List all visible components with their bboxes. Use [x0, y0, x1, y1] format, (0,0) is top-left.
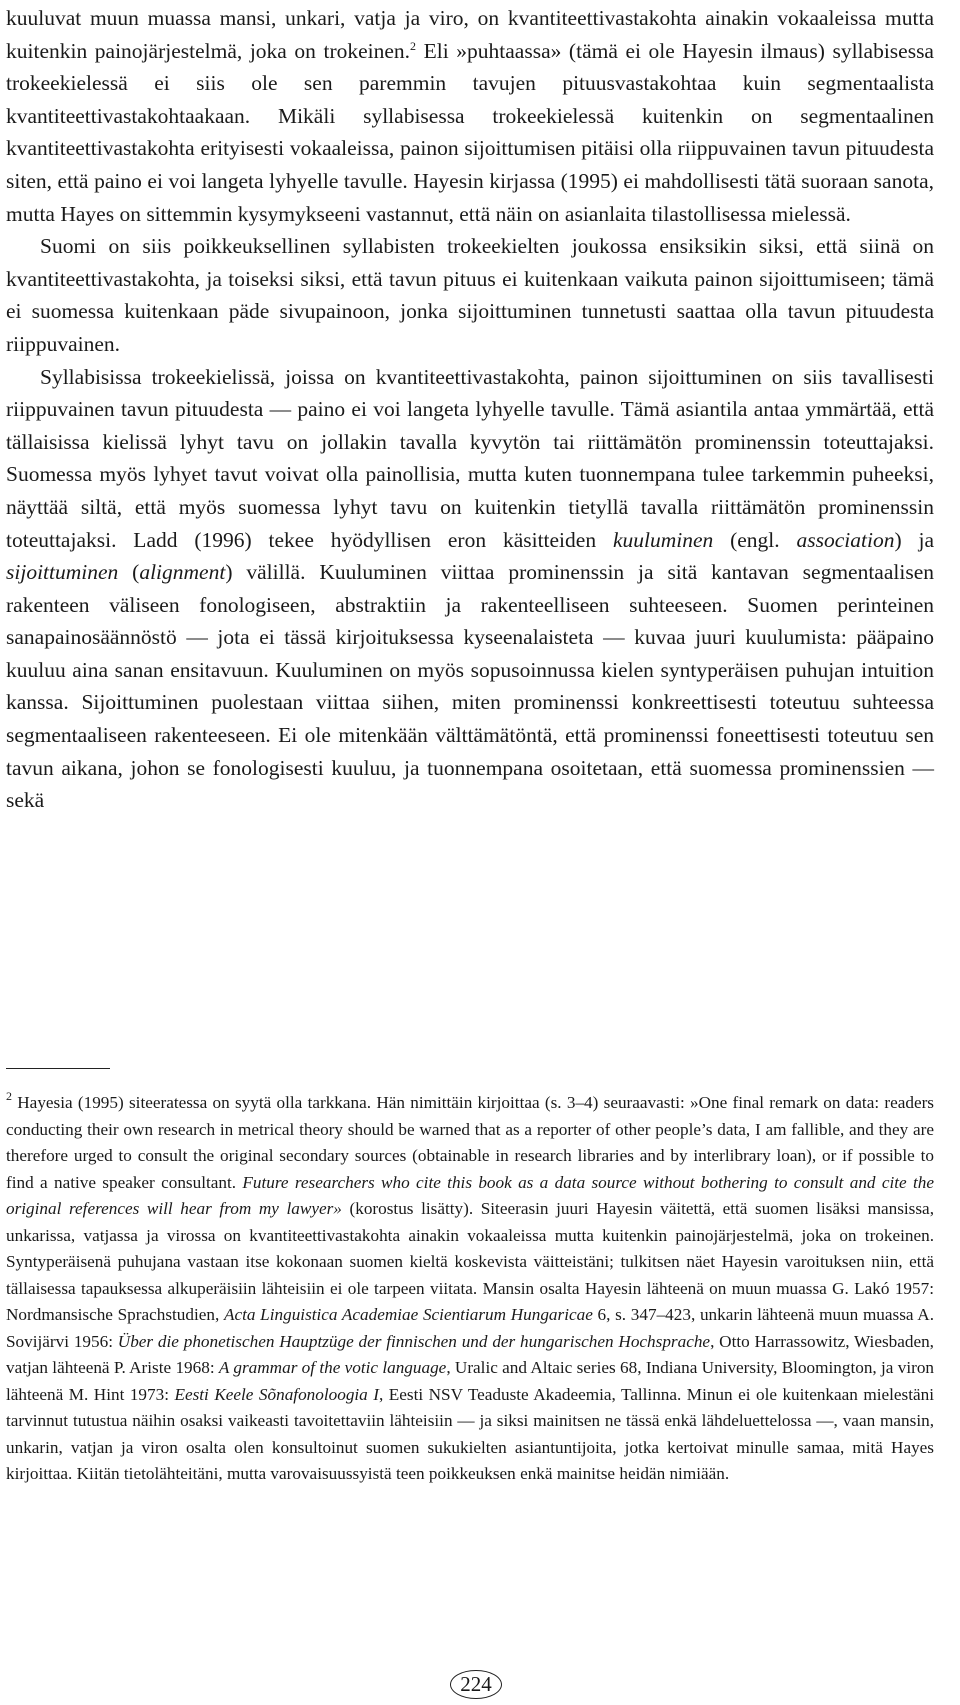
term-kuuluminen: kuuluminen: [612, 527, 714, 552]
paragraph-1-text-b: Eli »puhtaassa» (tämä ei ole Hayesin ilmaus) syllabisessa trokeekielessä ei siis ole sen paremmin tavujen pituusvastakohtaa kuin segmentaalista kvantiteettivastakohtaakaan. Mikäli syllabisessa trokeekielessä kuitenkin on segmentaalinen kvantiteettivastakohta erityisesti vokaaleissa, painon sijoittumisen pitäisi olla riippuvainen tavun pituudesta siten, että paino ei voi langeta lyhyelle tavulle. Hayesin kirjassa (1995) ei mahdollisesti tätä suoraan sanota, mutta Hayes on sittemmin kysymykseeni vastannut, että näin on asianlaita tilastollisessa mielessä.: [6, 38, 934, 226]
footnote-reference-2[interactable]: 2: [410, 38, 417, 53]
footnote-text-1: Hayesia (1995) siteeratessa on syytä olla tarkkana. Hän nimittäin kirjoittaa (s. 3–4) seuraavasti: »One final remark on data: readers conducting their own research in metrical theory should be warned that as a reporter of other people’s data, I am fallible, and they are therefore urged to consult the original secondary sources (obtainable in research libraries and by interlibrary loan), or if possible to find a native speaker consultant.: [6, 1093, 934, 1192]
footnote-2: [6, 1090, 934, 1488]
term-alignment: alignment: [139, 560, 226, 585]
paragraph-3-text-a: Syllabisissa trokeekielissä, joissa on kvantiteettivastakohta, painon sijoittuminen on siis tavallisesti riippuvainen tavun pituudesta — paino ei voi langeta lyhyelle tavulle. Tämä asiantila antaa ymmärtää, että tällaisissa kielissä lyhyt tavu on jollakin tavalla kyvytön tai riittämätön prominenssin toteuttajaksi. Suomessa myös lyhyet tavut voivat olla painollisia, mutta kuten tuonnempana tulee tarkemmin puheeksi, näyttää siltä, että myös suomessa lyhyt tavu on kuitenkin tietyllä tavalla riittämätön prominenssin toteuttajaksi. Ladd (1996) tekee hyödyllisen eron käsitteiden: [6, 364, 934, 552]
footnote-2-paragraph: [6, 1090, 934, 1488]
paragraph-3-text-c: ) ja: [894, 527, 934, 552]
term-sijoittuminen: sijoittuminen: [6, 560, 119, 585]
footnote-text-2: (korostus lisätty). Siteerasin juuri Hayesin väitettä, että suomen lisäksi mansissa, unkarissa, vatjassa ja virossa on kvantiteettivastakohta ainakin vokaaleissa mutta kuitenkin painojärjestelmä, joka on trokeinen. Syntyperäisenä puhujana vastaan itse kokonaan suomen kieltä koskevista väitteistäni; tulkitsen näet Hayesin varoituksen niin, että tällaisessa tapauksessa alkuperäisiin lähteisiin ei ole tarpeen viitata. Mansin osalta Hayesin lähteenä on muun muassa G. Lakó 1957: Nordmansische Sprachstudien,: [6, 1199, 934, 1324]
footnote-journal-title: Acta Linguistica Academiae Scientiarum Hungaricae: [223, 1305, 593, 1324]
page-number-container: [440, 1669, 512, 1699]
paragraph-3-text-b: (engl.: [713, 527, 797, 552]
footnote-separator: [6, 1068, 110, 1069]
paragraph-1-text-a: kuuluvat muun muassa mansi, unkari, vatja ja viro, on kvantiteettivastakohta ainakin vokaaleissa mutta kuitenkin painojärjestelmä, joka on trokeinen.: [6, 6, 934, 63]
paragraph-1: [6, 2, 934, 230]
footnote-number: 2: [6, 1089, 12, 1103]
paragraph-3-text-e: ) välillä. Kuuluminen viittaa prominenssin ja sitä kantavan segmentaalisen rakenteen väliseen fonologiseen, abstraktiin ja rakenteelliseen suhteeseen. Suomen perinteinen sanapainosäännöstö — jota ei tässä kirjoituksessa kyseenalaisteta — kuvaa juuri kuulumista: pääpaino kuuluu aina sanan ensitavuun. Kuuluminen on myös sopusoinnussa kielen syntyperäisen puhujan intuition kanssa. Sijoittuminen puolestaan viittaa siihen, miten prominenssi konkreettisesti toteutuu suhteessa segmentaaliseen rakenteeseen. Ei ole mitenkään välttämätöntä, että prominenssi foneettisesti toteutuu sen tavun aikana, johon se fonologisesti kuuluu, ja tuonnempana osoitetaan, että suomessa prominenssien — sekä: [6, 560, 934, 813]
footnote-book-title-sovijarvi: Über die phonetischen Hauptzüge der finnischen und der hungarischen Hochsprache: [117, 1331, 711, 1351]
paragraph-3: [6, 361, 934, 817]
page-number: 224: [450, 1670, 502, 1699]
footnote-text-6: , Eesti NSV Teaduste Akadeemia, Tallinna. Minun ei ole kuitenkaan mielestäni tarvinnut tutustua näihin osaksi vaikeasti tavoitettaviin lähteisiin — ja siksi mainitsen ne tässä enkä lähdeluettelossa —, vaan mansin, unkarin, vatjan ja viron osalta olen konsultoinut suomen sukukielten asiantuntijoita, jotka kertoivat minulle samaa, mitä Hayes kirjoittaa. Kiitän tietolähteitäni, mutta varovaisuussyistä teen poikkeuksen enkä mainitse heidän nimiään.: [6, 1384, 934, 1483]
footnote-book-title-hint: Eesti Keele Sõnafonoloogia I: [174, 1384, 379, 1404]
footnote-text-3: 6, s. 347–423, unkarin lähteenä muun muassa A. Sovijärvi 1956:: [6, 1305, 934, 1351]
paragraph-2: Suomi on siis poikkeuksellinen syllabisten trokeekielten joukossa ensiksikin siksi, että siinä on kvantiteettivastakohta, ja toiseksi siksi, että tavun pituus ei kuitenkaan vaikuta painon sijoittumiseen; tämä ei suomessa kuitenkaan päde sivupainoon, jonka sijoittuminen tunnetusti saattaa olla tavun pituudesta riippuvainen.: [6, 234, 934, 356]
footnote-text-5: , Uralic and Altaic series 68, Indiana University, Bloomington, ja viron lähteenä M. Hint 1973:: [6, 1358, 935, 1404]
paragraph-3-text-d: (: [118, 560, 140, 585]
footnote-text-4: , Otto Harrassowitz, Wiesbaden, vatjan lähteenä P. Ariste 1968:: [6, 1331, 934, 1377]
term-association: association: [796, 527, 895, 552]
footnote-book-title-ariste: A grammar of the votic language: [218, 1358, 447, 1377]
main-text: [6, 2, 934, 817]
footnote-quote-italic: Future researchers who cite this book as a data source without bothering to consult and cite the original references will hear from my lawyer»: [6, 1172, 934, 1218]
